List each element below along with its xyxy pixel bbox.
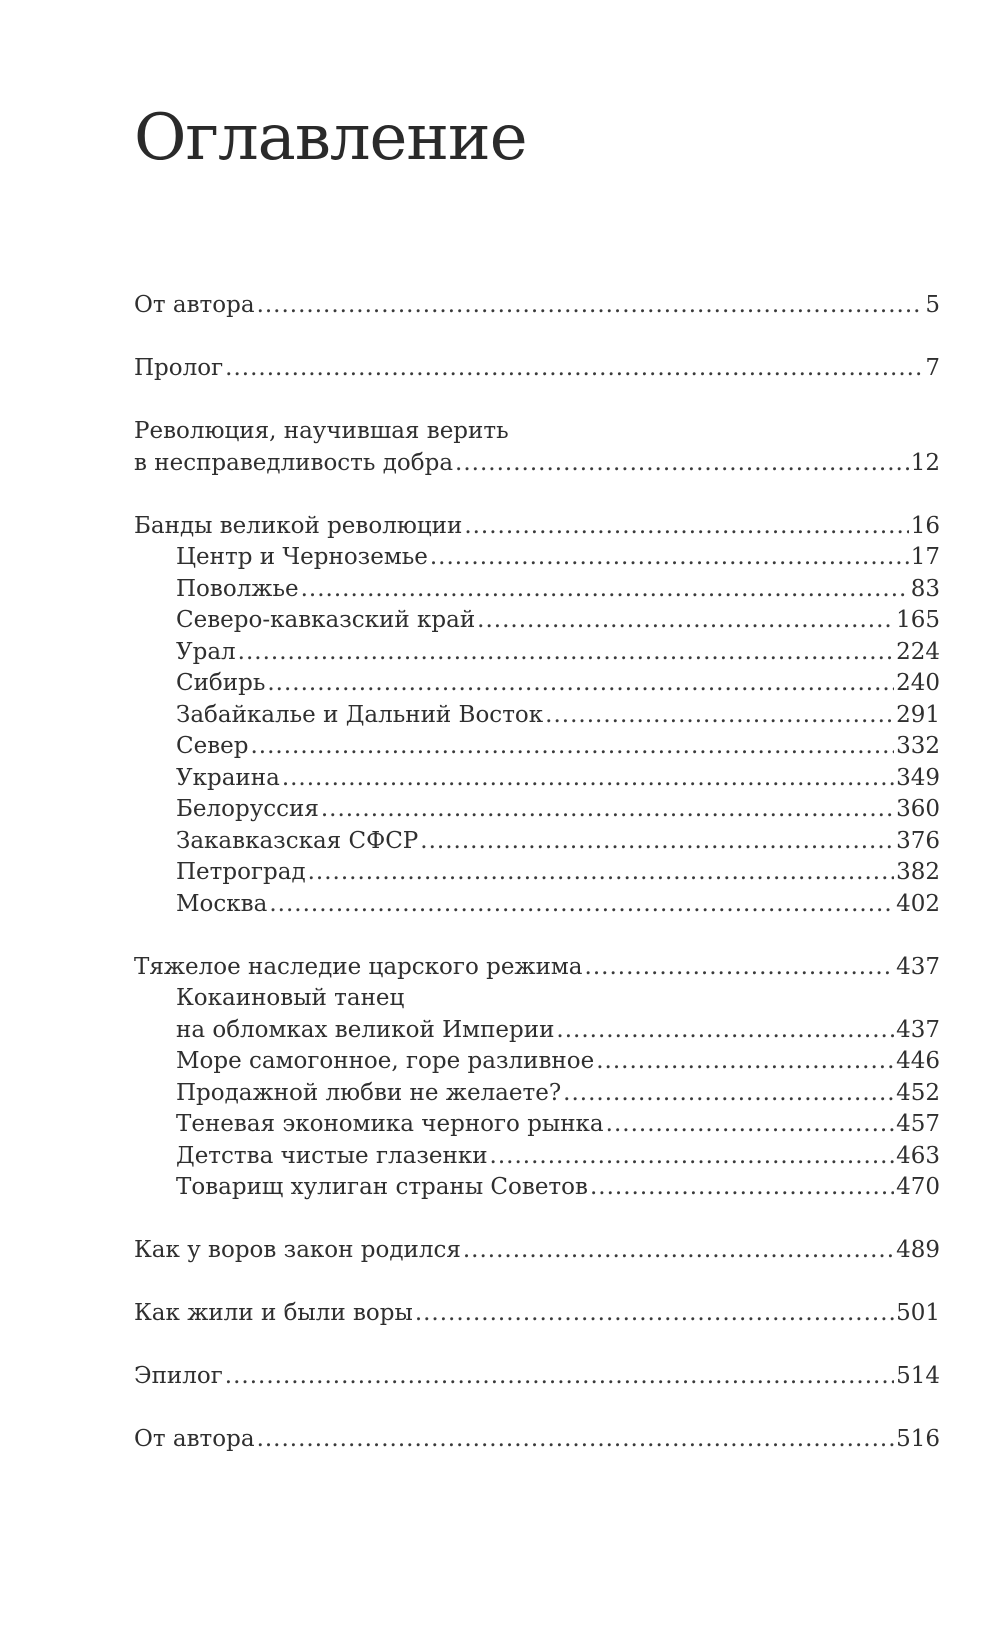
toc-entry-page: 17 [910,544,940,570]
toc-section-ot-avtora [134,290,940,322]
toc-entry-label: Сибирь [176,670,266,696]
toc-entry-page: 165 [896,607,940,633]
toc-entry[interactable] [134,1361,940,1393]
toc-entry[interactable] [134,353,940,385]
toc-entry-page: 224 [896,638,940,665]
toc-section-prolog [134,353,940,385]
toc-entry-page: 516 [896,1426,940,1452]
toc-subentry[interactable] [134,731,940,763]
toc-entry-page: 457 [896,1111,940,1137]
toc-entry-label-line1[interactable]: Кокаиновый танец [176,985,405,1011]
toc-entry-page: 291 [896,701,940,728]
toc-subentry[interactable] [134,1109,940,1141]
toc-entry-label: Тяжелое наследие царского режима [134,953,583,980]
toc-section-epilog [134,1361,940,1393]
toc-leader-dots [251,731,895,763]
toc-entry-label-line1[interactable]: Революция, научившая верить [134,418,509,444]
toc-entry[interactable] [134,448,940,480]
toc-entry-page: 402 [896,890,940,917]
toc-entry[interactable] [134,290,940,322]
toc-entry-page: 463 [896,1142,940,1169]
toc-entry-label: Продажной любви не желаете? [176,1079,562,1106]
toc-subentries-nasledie [134,983,940,1204]
toc-leader-dots [430,542,909,574]
toc-entry-page: 240 [896,670,940,696]
toc-leader-dots [596,1046,894,1078]
toc-entry[interactable] [134,952,940,984]
toc-entry-label: Москва [176,890,268,917]
toc-entry-label: От автора [134,1426,255,1452]
toc-subentry[interactable] [134,794,940,826]
toc-entry-label: Урал [176,638,236,665]
toc-leader-dots [420,826,894,858]
toc-leader-dots [415,1298,894,1330]
toc-entry-page: 12 [910,449,940,476]
toc-leader-dots [490,1141,895,1173]
toc-leader-dots [282,763,894,795]
toc-section-zhili [134,1298,940,1330]
toc-subentry[interactable] [134,1172,940,1204]
toc-entry-page: 489 [896,1237,940,1263]
toc-leader-dots [455,448,909,480]
toc-entry-label: Центр и Черноземье [176,544,428,570]
toc-subentry[interactable] [134,1046,940,1078]
toc-leader-dots [301,574,909,606]
toc-subentry[interactable] [134,668,940,700]
toc-entry-page: 376 [896,827,940,854]
toc-entry-label: От автора [134,292,255,318]
toc-subentry[interactable] [134,1078,940,1110]
toc-entry-page: 332 [896,733,940,759]
toc-leader-dots [257,1424,895,1456]
toc-entry-label: в несправедливость добра [134,449,454,476]
toc-entry-page: 349 [896,764,940,791]
toc-entry-label: Север [176,733,249,759]
toc-entry-page: 514 [896,1363,940,1389]
toc-entry-page: 437 [896,953,940,980]
toc-leader-dots [545,700,894,732]
toc-entry-label: Украина [176,764,280,791]
toc-entry-label: Петроград [176,859,306,885]
toc-subentry[interactable] [134,700,940,732]
toc-leader-dots [257,290,924,322]
toc-leader-dots [477,605,894,637]
toc-entry[interactable] [134,511,940,543]
toc-subentry[interactable] [134,637,940,669]
toc-entry-label: Детства чистые глазенки [176,1142,488,1169]
toc-entry-page: 7 [925,355,940,381]
toc-entry-label: на обломках великой Империи [176,1016,555,1043]
toc-entry-page: 5 [925,292,940,318]
toc-entry-label: Забайкалье и Дальний Восток [176,701,544,728]
toc-entry-label: Банды великой революции [134,512,463,539]
toc-leader-dots [321,794,894,826]
toc-leader-dots [225,1361,894,1393]
toc-leader-dots [590,1172,894,1204]
toc-entry-page: 437 [896,1016,940,1043]
toc-entry[interactable] [134,1235,940,1267]
toc-entry-label: Белоруссия [176,796,319,822]
toc-leader-dots [225,353,923,385]
toc-entry-label: Поволжье [176,575,299,602]
toc-leader-dots [563,1078,894,1110]
toc-subentry[interactable] [134,1141,940,1173]
toc-leader-dots [269,889,894,921]
toc-leader-dots [556,1015,894,1047]
toc-entry-page: 470 [896,1174,940,1200]
toc-subentry[interactable] [134,857,940,889]
toc-entry-page: 501 [896,1300,940,1326]
toc-leader-dots [606,1109,894,1141]
toc-section-ot-avtora-end [134,1424,940,1456]
toc-leader-dots [308,857,894,889]
toc-entry-page: 83 [910,575,940,602]
toc-section-revolution [134,416,940,479]
toc-entry-label: Пролог [134,355,224,381]
toc-entry[interactable] [134,1298,940,1330]
toc-section-zakon [134,1235,940,1267]
toc-subentry[interactable] [134,889,940,921]
toc-entry-label: Теневая экономика черного рынка [176,1111,604,1137]
toc-entry[interactable] [134,1424,940,1456]
toc-entry-label: Как у воров закон родился [134,1237,461,1263]
toc-entry-page: 452 [896,1079,940,1106]
toc-entry-page: 382 [896,859,940,885]
toc-entry-label: Северо-кавказский край [176,607,476,633]
toc-subentry[interactable] [134,574,940,606]
toc-entry-label: Эпилог [134,1363,223,1389]
toc-entry-label: Товарищ хулиган страны Советов [176,1174,588,1200]
toc-subentry[interactable] [134,763,940,795]
toc-section-bandy [134,511,940,921]
toc-leader-dots [585,952,895,984]
toc-subentry[interactable] [134,826,940,858]
toc-subentry[interactable] [134,1015,940,1047]
toc-section-nasledie [134,952,940,1204]
toc-leader-dots [267,668,894,700]
toc-entry-label: Как жили и были воры [134,1300,413,1326]
toc-subentry[interactable] [134,542,940,574]
toc-subentry[interactable] [134,605,940,637]
toc-entry-page: 446 [896,1048,940,1074]
table-of-contents [134,290,940,1487]
toc-leader-dots [238,637,894,669]
toc-entry-page: 16 [910,512,940,539]
toc-entry-label: Закавказская СФСР [176,827,419,854]
page-title: Оглавление [134,101,527,175]
toc-subentries-bandy [134,542,940,920]
toc-entry-page: 360 [896,796,940,822]
toc-leader-dots [463,1235,894,1267]
toc-entry-label: Море самогонное, горе разливное [176,1048,595,1074]
toc-leader-dots [464,511,908,543]
